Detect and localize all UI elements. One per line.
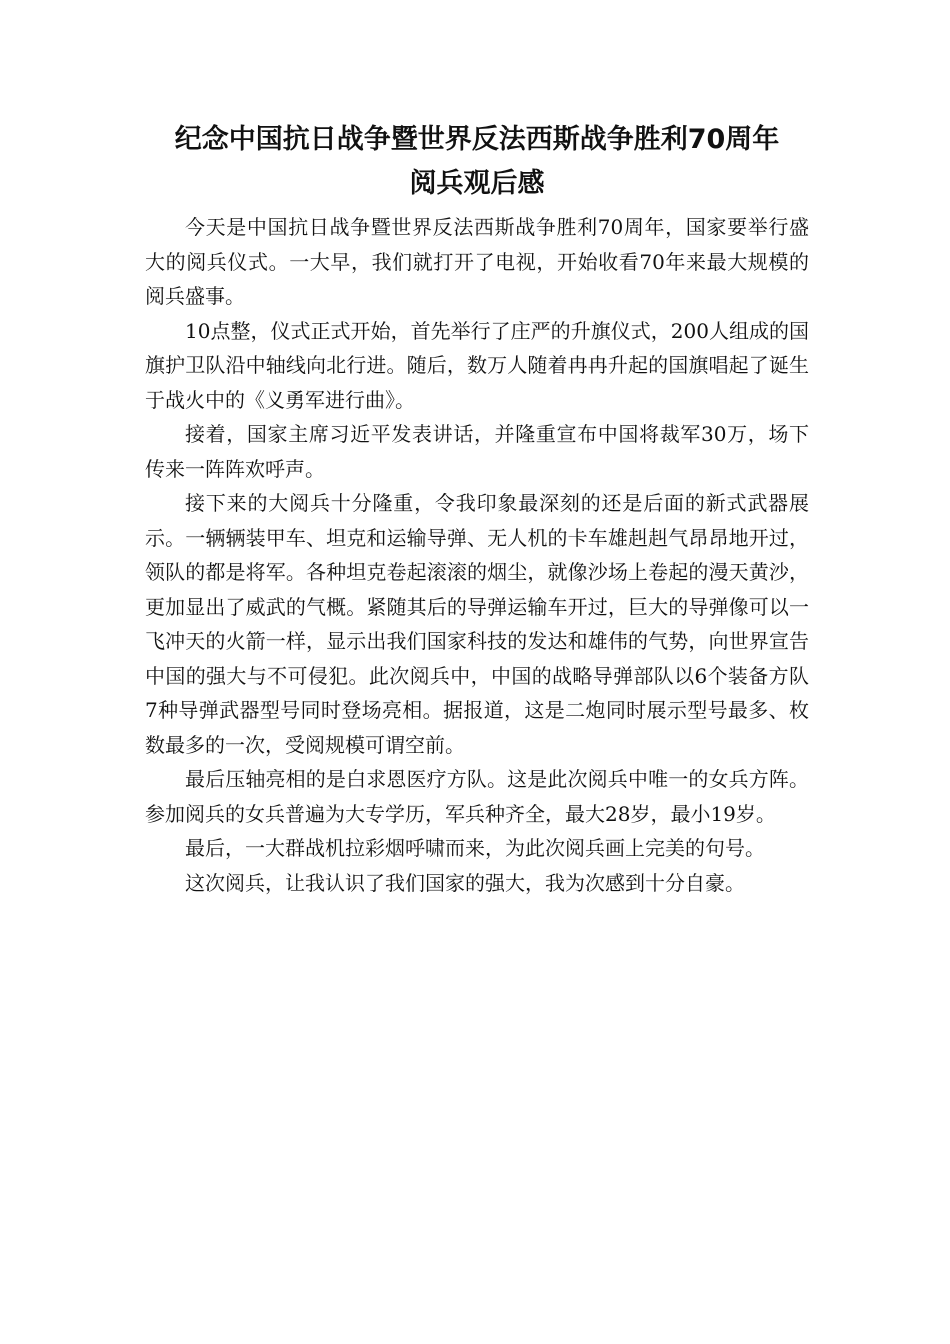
paragraph-1: 今天是中国抗日战争暨世界反法西斯战争胜利70周年，国家要举行盛大的阅兵仪式。一大早，我们就打开了电视，开始收看70年来最大规模的阅兵盛事。 (145, 215, 809, 308)
title-line-2: 阅兵观后感 (409, 168, 545, 199)
paragraph-2: 10点整，仪式正式开始，首先举行了庄严的升旗仪式，200人组成的国旗护卫队沿中轴线向北行进。随后，数万人随着冉冉升起的国旗唱起了诞生于战火中的《义勇军进行曲》。 (145, 318, 809, 412)
paragraph-5: 最后压轴亮相的是白求恩医疗方队。这是此次阅兵中唯一的女兵方阵。参加阅兵的女兵普遍为大专学历，军兵种齐全，最大28岁，最小19岁。 (145, 767, 809, 826)
document-content (145, 118, 809, 900)
paragraph-7: 这次阅兵，让我认识了我们国家的强大，我为次感到十分自豪。 (185, 870, 745, 895)
document-title (145, 118, 809, 206)
title-line-1: 纪念中国抗日战争暨世界反法西斯战争胜利70周年 (174, 124, 780, 155)
paragraph-6: 最后，一大群战机拉彩烟呼啸而来，为此次阅兵画上完美的句号。 (185, 836, 765, 860)
document-body (145, 210, 809, 900)
paragraph-4: 接下来的大阅兵十分隆重，令我印象最深刻的还是后面的新式武器展示。一辆辆装甲车、坦克和运输导弹、无人机的卡车雄赳赳气昂昂地开过，领队的都是将军。各种坦克卷起滚滚的烟尘，就像沙场上卷起的漫天黄沙，更加显出了威武的气概。紧随其后的导弹运输车开过，巨大的导弹像可以一飞冲天的火箭一样，显示出我们国家科技的发达和雄伟的气势，向世界宣告中国的强大与不可侵犯。此次阅兵中，中国的战略导弹部队以6个装备方队7种导弹武器型号同时登场亮相。据报道，这是二炮同时展示型号最多、枚数最多的一次，受阅规模可谓空前。 (145, 491, 809, 757)
paragraph-3: 接着，国家主席习近平发表讲话，并隆重宣布中国将裁军30万，场下传来一阵阵欢呼声。 (145, 422, 809, 481)
